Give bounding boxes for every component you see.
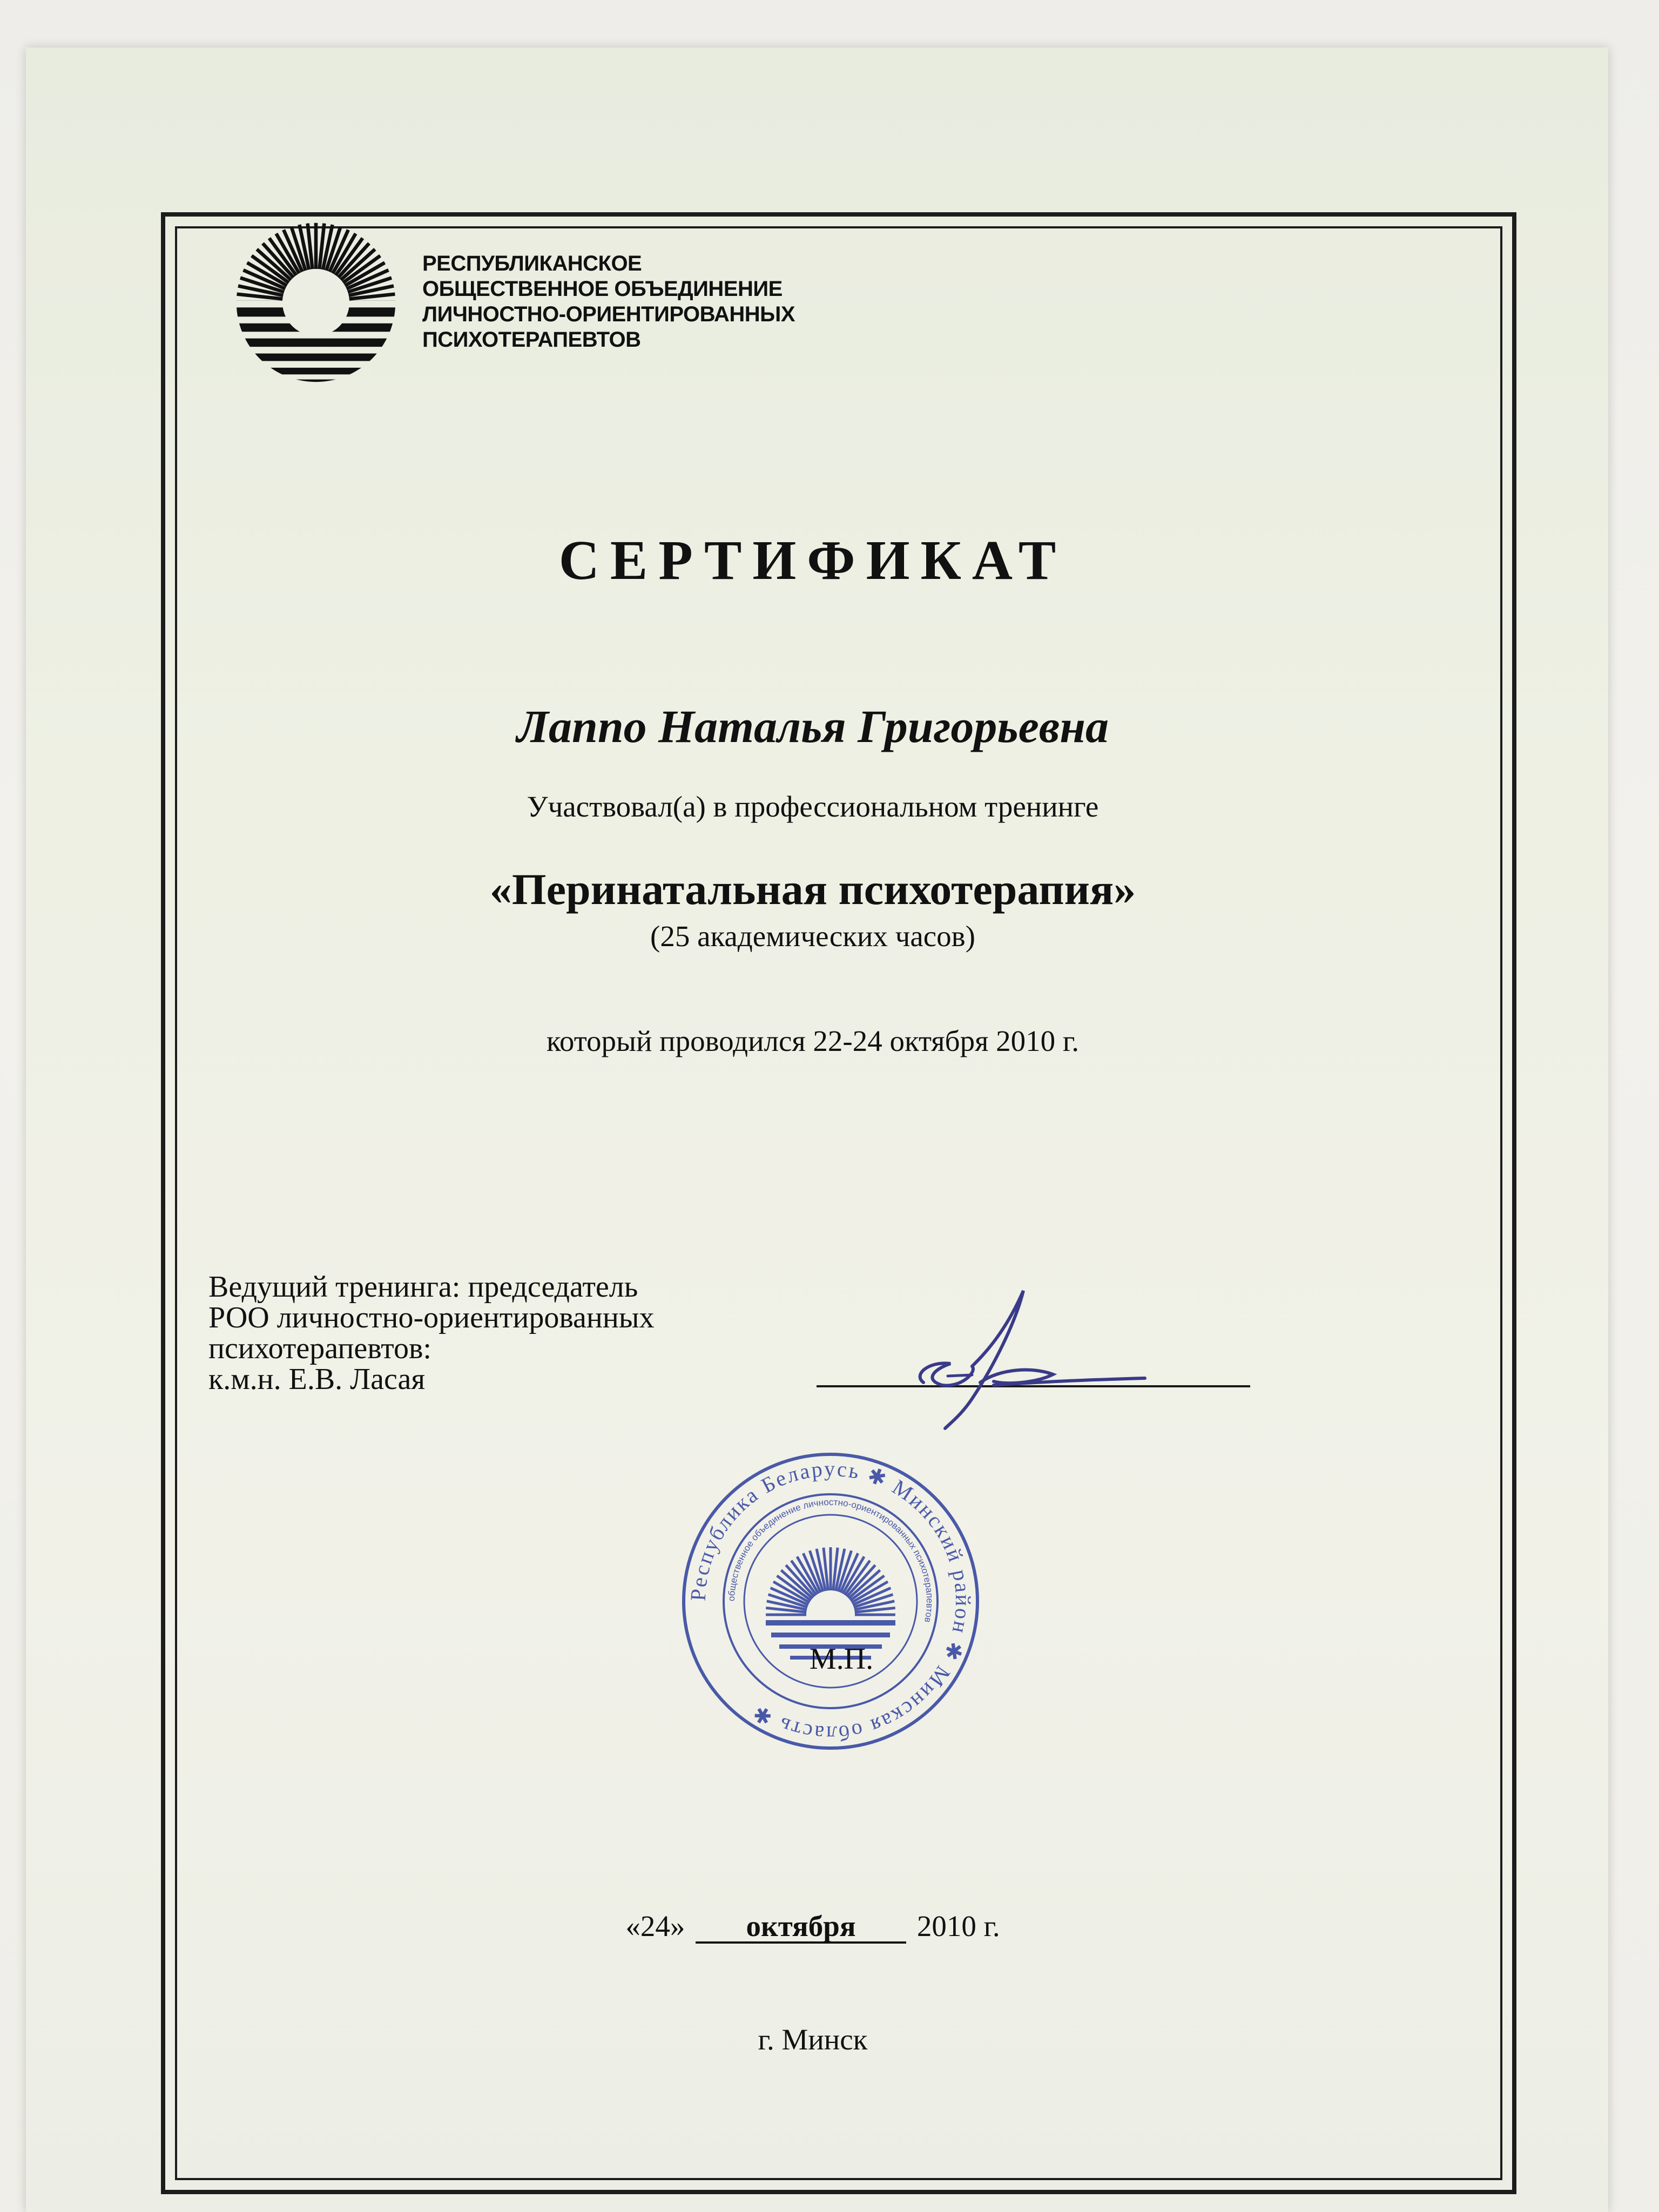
issue-city: г. Минск	[758, 2023, 868, 2056]
rising-sun-logo-icon	[232, 219, 400, 386]
stamp-place-mark: М.П.	[809, 1642, 874, 1676]
course-title: «Перинатальная психотерапия»	[489, 865, 1136, 914]
recipient-name: Лаппо Наталья Григорьевна	[517, 700, 1109, 752]
leader-line: Ведущий тренинга: председатель	[208, 1270, 638, 1304]
issue-month: октября	[696, 1911, 906, 1944]
handwritten-signature	[891, 1274, 1150, 1431]
leader-line: психотерапевтов:	[208, 1332, 431, 1365]
participation-statement: Участвовал(а) в профессиональном тренинге	[527, 790, 1099, 823]
issue-year: 2010 г.	[916, 1910, 1000, 1943]
course-hours: (25 академических часов)	[650, 920, 975, 953]
training-leader-block	[208, 1272, 654, 1395]
issue-date	[135, 1909, 1491, 1944]
official-stamp	[679, 1450, 982, 1752]
leader-line: к.м.н. Е.В. Ласая	[208, 1363, 426, 1396]
certificate-title: СЕРТИФИКАТ	[558, 529, 1067, 591]
certificate-inner-border	[175, 226, 1502, 2180]
organization-name-line: ОБЩЕСТВЕННОЕ ОБЪЕДИНЕНИЕ	[422, 277, 783, 301]
organization-name	[422, 251, 795, 353]
stamp-outer-text: Республика Беларусь ✱ Минский район ✱ Минская область ✱	[685, 1456, 976, 1746]
stamp-inner-text: общественное объединение личностно-ориентированных психотерапевтов	[726, 1496, 935, 1624]
organization-name-line: РЕСПУБЛИКАНСКОЕ	[422, 252, 642, 275]
leader-line: РОО личностно-ориентированных	[208, 1301, 655, 1334]
issue-day: «24»	[625, 1910, 685, 1943]
organization-name-line: ПСИХОТЕРАПЕВТОВ	[422, 328, 641, 352]
organization-name-line: ЛИЧНОСТНО-ОРИЕНТИРОВАННЫХ	[422, 302, 795, 326]
certificate-border	[161, 212, 1516, 2194]
course-dates: который проводился 22-24 октября 2010 г.	[547, 1024, 1079, 1057]
